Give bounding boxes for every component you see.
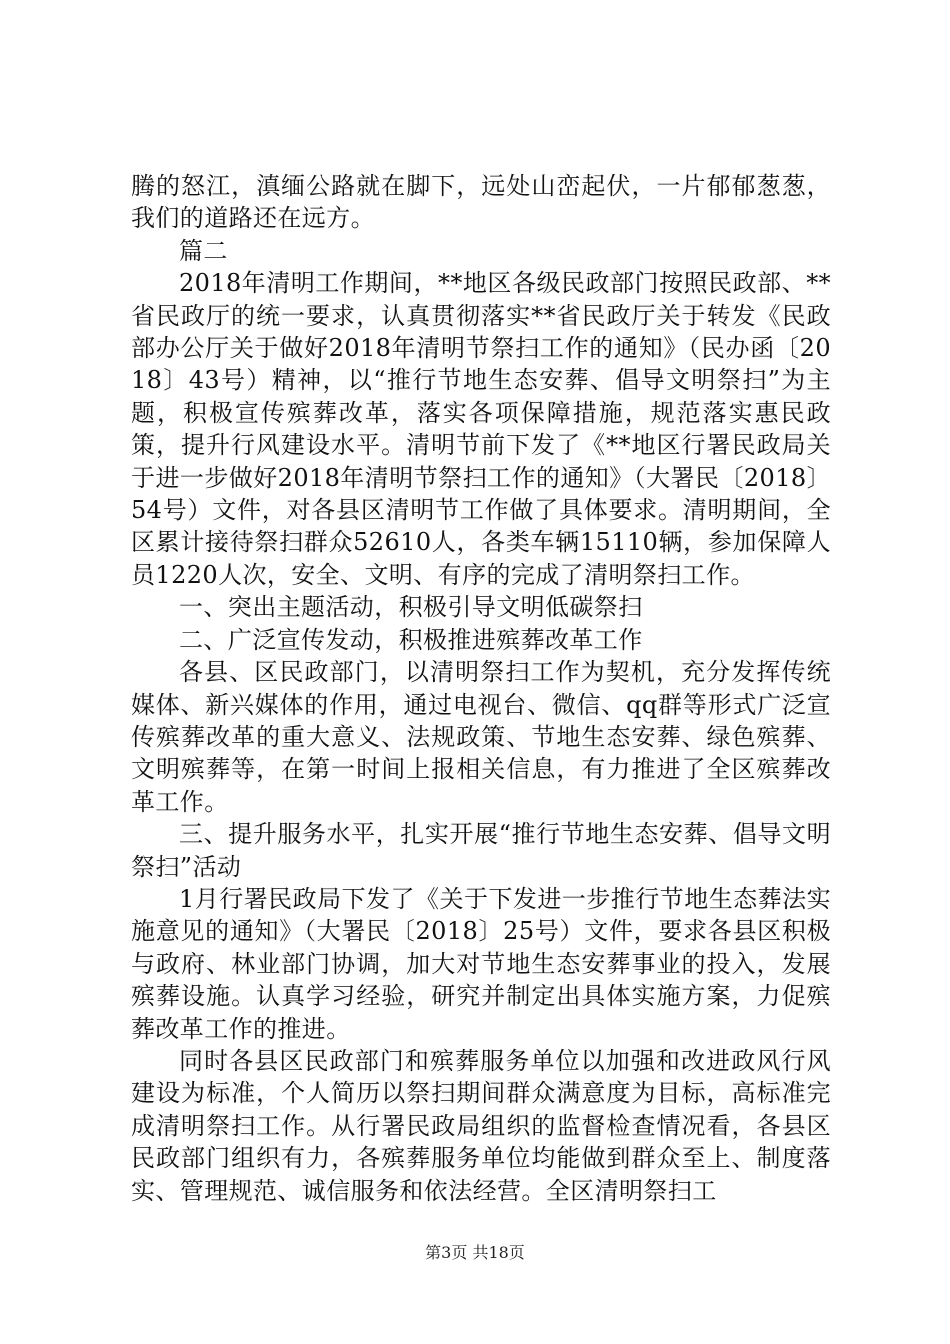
page-number-footer: 第3页 共18页: [425, 1243, 525, 1262]
section-heading-part-two: 篇二: [179, 236, 228, 265]
heading-one: 一、突出主题活动，积极引导文明低碳祭扫: [179, 593, 643, 622]
heading-two: 二、广泛宣传发动，积极推进殡葬改革工作: [179, 625, 643, 654]
document-body: [131, 170, 831, 1207]
paragraph-service-standards: 同时各县区民政部门和殡葬服务单位以加强和改进政风行风建设为标准，个人简历以祭扫期间群众满意度为目标，高标准完成清明祭扫工作。从行署民政局组织的监督检查情况看，各县区民政部门组织有力，各殡葬服务单位均能做到群众至上、制度落实、管理规范、诚信服务和依法经营。全区清明祭扫工: [131, 1046, 831, 1205]
paragraph-intro: 2018年清明工作期间，**地区各级民政部门按照民政部、**省民政厅的统一要求，认真贯彻落实**省民政厅关于转发《民政部办公厅关于做好2018年清明节祭扫工作的通知》（民办函〔2018〕43号）精神，以“推行节地生态安葬、倡导文明祭扫”为主题，积极宣传殡葬改革，落实各项保障措施，规范落实惠民政策，提升行风建设水平。清明节前下发了《**地区行署民政局关于进一步做好2018年清明节祭扫工作的通知》（大署民〔2018〕54号）文件，对各县区清明节工作做了具体要求。清明期间，全区累计接待祭扫群众52610人，各类车辆15110辆，参加保障人员1220人次，安全、文明、有序的完成了清明祭扫工作。: [131, 269, 831, 589]
heading-three: 三、提升服务水平，扎实开展“推行节地生态安葬、倡导文明祭扫”活动: [131, 820, 831, 881]
paragraph-publicity: 各县、区民政部门，以清明祭扫工作为契机，充分发挥传统媒体、新兴媒体的作用，通过电视台、微信、qq群等形式广泛宣传殡葬改革的重大意义、法规政策、节地生态安葬、绿色殡葬、文明殡葬等，在第一时间上报相关信息，有力推进了全区殡葬改革工作。: [131, 658, 831, 816]
paragraph-continuation: 腾的怒江，滇缅公路就在脚下，远处山峦起伏，一片郁郁葱葱，我们的道路还在远方。: [131, 172, 831, 233]
paragraph-january-notice: 1月行署民政局下发了《关于下发进一步推行节地生态葬法实施意见的通知》（大署民〔2018〕25号）文件，要求各县区积极与政府、林业部门协调，加大对节地生态安葬事业的投入，发展殡葬设施。认真学习经验，研究并制定出具体实施方案，力促殡葬改革工作的推进。: [131, 884, 831, 1043]
